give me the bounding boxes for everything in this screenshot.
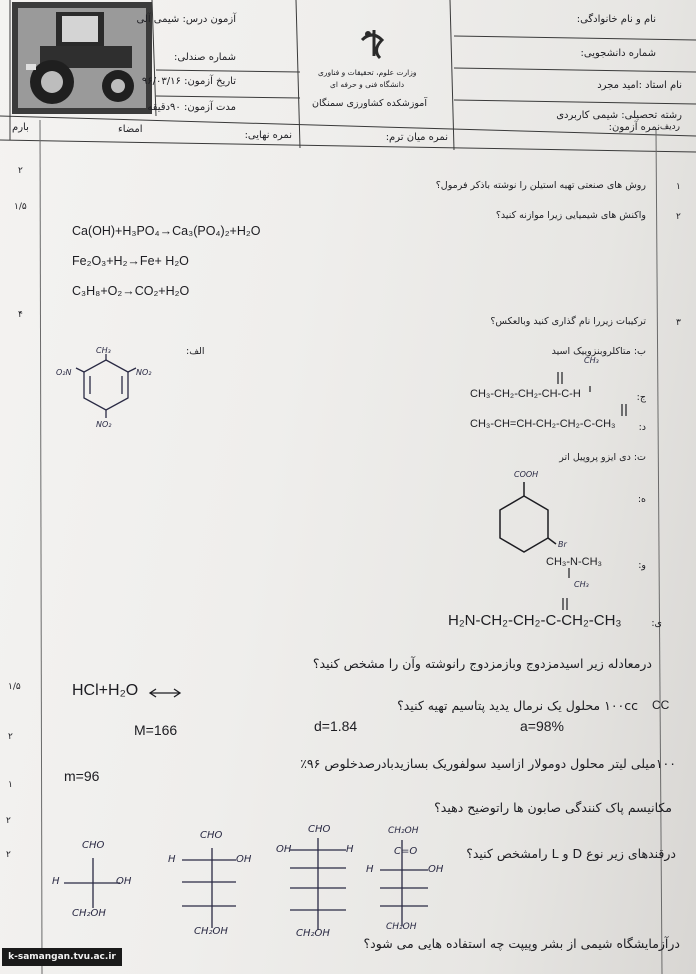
points-q7: ۲ [6,816,11,826]
sugar4-ch2oh-top: CH₂OH [388,826,419,836]
points-q3: ۴ [18,310,23,320]
points-q1: ۲ [18,166,23,176]
sugar1-cho: CHO [82,840,105,851]
cyclohexane-br: Br [558,540,567,549]
sugar2-oh: OH [236,854,252,865]
q3-d: د: [638,422,646,433]
equation-1: Ca(OH)+H₃PO₄→Ca₃(PO₄)₂+H₂O [72,224,261,238]
q3-t: ت: دی ایزو پروپیل اتر [559,452,646,463]
question-2: واکنش های شیمیایی زیرا موازنه کنید؟ [495,210,646,221]
question-5: ۱۰۰cc محلول یک نرمال یدید پتاسیم تهیه کنید؟ [397,698,638,713]
sugar4-h: H [366,864,374,875]
school-name: آموزشکده کشاورزی سمنگان [312,98,427,109]
sugar3-ch2oh: CH₂OH [296,928,330,939]
formula-d: CH₃-CH=CH-CH₂-CH₂-C-CH₃ [470,418,616,430]
q5-cc: CC [652,698,670,712]
date-label: تاریخ آزمون: ۹۶/۰۳/۱۶ [141,76,236,87]
formula-y: H₂N-CH₂-CH₂-C-CH₂-CH₃ [448,612,622,629]
sugar4-oh: OH [428,864,444,875]
midterm-label: نمره میان ترم: [385,132,448,143]
question-6: ۱۰۰میلی لیتر محلول دومولار ازاسید سولفوریک بسازیدبادرصدخلوص ۹۶٪ [300,756,676,771]
sugar3-h: H [346,844,354,855]
question-4: درمعادله زیر اسیدمزدوج وبازمزدوج رانوشته وآن را مشخص کنید؟ [312,656,652,671]
sugar4-co: C=O [394,846,418,857]
q3-y: ی: [651,618,662,629]
sugar4-ch2oh: CH₂OH [386,922,417,932]
q4-equation: HCl+H₂O [72,682,139,699]
formula-j: CH₃-CH₂-CH₂-CH-C-H [470,388,581,400]
q6-m: m=96 [64,768,100,784]
duration-label: مدت آزمون: ۹۰دقیقه [147,102,236,113]
sugar1-h: H [52,876,60,887]
q5-d: d=1.84 [314,718,358,734]
formula-v-ch3: CH₃ [574,580,589,589]
cyclohexane-structure [500,482,556,552]
q3-alef: الف: [186,346,205,357]
sugar2-cho: CHO [200,830,223,841]
equilibrium-arrow [150,689,180,697]
equation-3: C₃H₈+O₂→CO₂+H₂O [72,284,190,298]
sugar1-oh: OH [116,876,132,887]
row-3: ۳ [676,318,681,328]
final-label: نمره نهایی: [244,130,292,141]
row-label: ردیف [659,122,680,132]
tractor-image [12,2,152,114]
university-logo [362,30,382,58]
q5-a: a=98% [520,718,564,734]
points-q2: ۱/۵ [14,202,27,212]
equation-2: Fe₂O₃+H₂→Fe+ H₂O [72,254,189,268]
question-7: مکانیسم پاک کنندگی صابون ها راتوضیح دهید؟ [434,800,672,815]
teacher-label: نام استاد :امید مجرد [597,80,682,91]
sugar2-ch2oh: CH₂OH [194,926,228,937]
name-label: نام و نام خانوادگی: [576,14,656,25]
cyclohexane-cooh: COOH [514,470,539,479]
benzene-no2-bottom: NO₂ [96,420,112,429]
q3-v: و: [638,560,646,571]
formula-j-ch3: CH₃ [584,356,599,365]
sign-label: امضاء [118,124,143,135]
points-q5: ۲ [8,732,13,742]
q3-j: ج: [636,392,646,403]
benzene-no2: NO₂ [136,368,152,377]
benzene-o2n: O₂N [56,368,72,377]
student-no-label: شماره دانشجویی: [580,48,656,59]
q5-m: M=166 [134,722,178,738]
q3-h: ه: [637,494,646,505]
q3-b: ب: متاکلروبنزوییک اسید [551,346,646,357]
logo-line1: وزارت علوم، تحقیقات و فناوری [318,68,417,77]
seat-label: شماره صندلی: [174,52,236,63]
row-2: ۲ [676,212,681,222]
question-9: درآزمایشگاه شیمی از بشر وپیپت چه استفاده هایی می شود؟ [363,936,680,951]
points-q4: ۱/۵ [8,682,21,692]
logo-line2: دانشگاه فنی و حرفه ای [330,80,405,89]
row-1: ۱ [676,182,681,192]
score-label: نمره آزمون: [608,122,660,133]
question-8: درقندهای زیر نوع D و L رامشخص کنید؟ [466,846,676,861]
footer-url[interactable]: k-samangan.tvu.ac.ir [2,948,122,966]
field-label: رشته تحصیلی: شیمی کاربردی [556,110,682,121]
sugar2-h: H [168,854,176,865]
sugar3-cho: CHO [308,824,331,835]
sugar1-ch2oh: CH₂OH [72,908,106,919]
benzene-structure [76,354,136,418]
benzene-ch3: CH₃ [96,346,111,355]
course-label: آزمون درس: شیمی آلی [136,14,236,25]
points-q8: ۲ [6,850,11,860]
question-3: ترکیبات زیررا نام گذاری کنید وبالعکس؟ [490,316,646,327]
question-1: روش های صنعتی تهیه استیلن را نوشته باذکر فرمول؟ [435,180,646,191]
points-label: بارم [12,122,29,133]
sugar3-oh: OH [276,844,292,855]
points-q6: ۱ [8,780,13,790]
formula-v: CH₃-N-CH₃ [546,556,603,568]
